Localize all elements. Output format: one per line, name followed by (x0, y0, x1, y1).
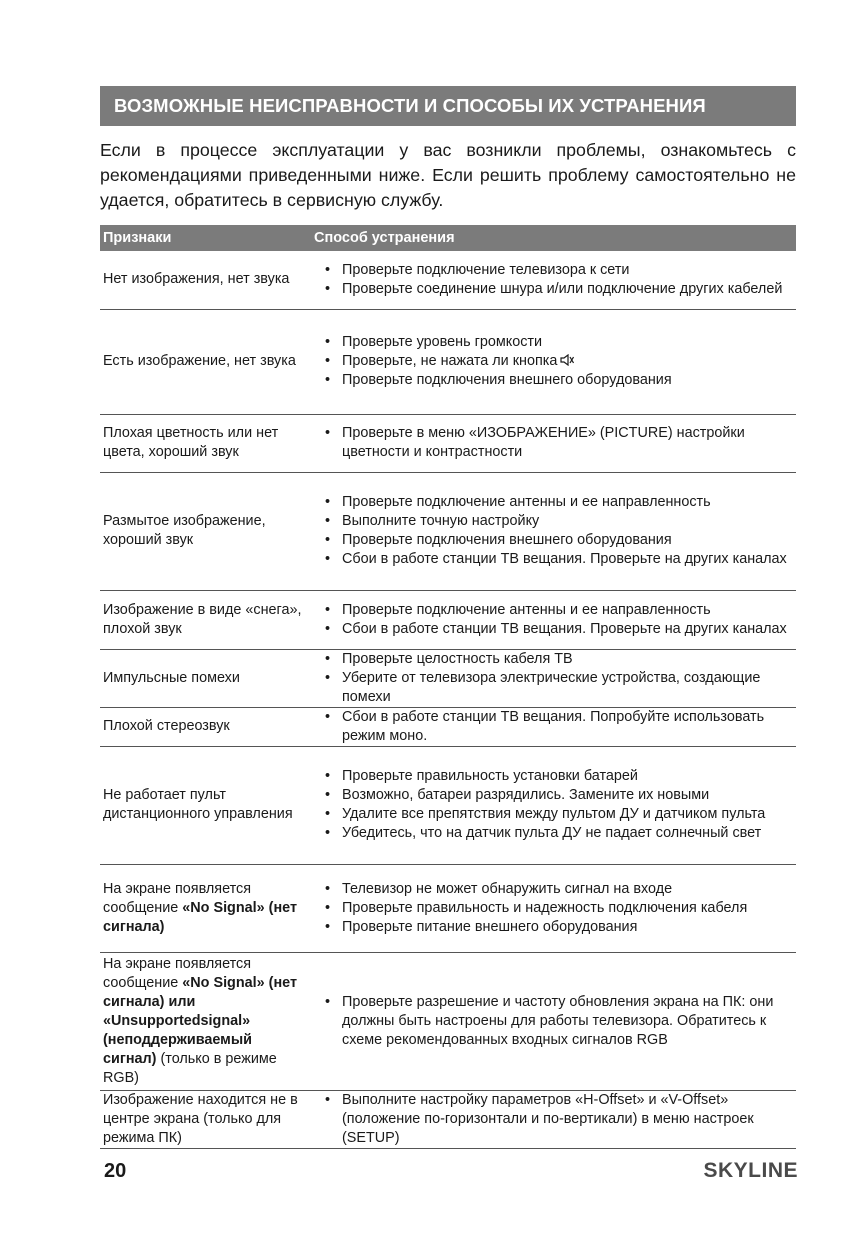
fix-item: • Проверьте в меню «ИЗОБРАЖЕНИЕ» (PICTURE) настройки цветности и контрастности (342, 424, 796, 462)
fix-item: • Проверьте правильность установки батарей (342, 767, 796, 786)
column-header-symptoms: Признаки (100, 225, 312, 251)
solution-cell (312, 707, 796, 746)
fix-item: • Проверьте уровень громкости (342, 333, 796, 352)
table-row (100, 952, 796, 1090)
fix-item-text: Проверьте, не нажата ли кнопка (342, 353, 558, 369)
fix-list (312, 1091, 796, 1148)
intro-paragraph: Если в процессе эксплуатации у вас возникли проблемы, ознакомьтесь с рекомендациями приведенными ниже. Если решить проблему самостоятельно не удается, обратитесь в сервисную службу. (100, 140, 796, 210)
fix-item: • Уберите от телевизора электрические устройства, создающие помехи (342, 669, 796, 707)
table-header-row (100, 225, 796, 251)
fix-item: • Выполните точную настройку (342, 512, 796, 531)
fix-item: • Проверьте соединение шнура и/или подключение других кабелей (342, 280, 796, 299)
symptom-cell (100, 952, 312, 1090)
column-header-solution: Способ устранения (312, 225, 796, 251)
mute-speaker-icon (560, 354, 574, 366)
solution-cell (312, 952, 796, 1090)
symptom-text-part: На экране появляется сообщение (103, 955, 252, 991)
solution-cell (312, 746, 796, 864)
fix-list (312, 708, 796, 746)
page-number: 20 (104, 1160, 127, 1182)
symptom-text (103, 956, 297, 1086)
fix-list (312, 650, 796, 707)
fix-item: • Удалите все препятствия между пультом ДУ и датчиком пульта (342, 805, 796, 824)
solution-cell (312, 309, 796, 414)
fix-list (312, 993, 796, 1050)
symptom-cell (100, 472, 312, 590)
table-row (100, 746, 796, 864)
symptom-text: Плохой стереозвук (103, 718, 230, 734)
fix-item (342, 352, 796, 371)
fix-item: • Телевизор не может обнаружить сигнал на входе (342, 880, 796, 899)
solution-cell (312, 251, 796, 309)
solution-cell (312, 414, 796, 472)
solution-cell (312, 1090, 796, 1148)
troubleshooting-table (100, 225, 796, 1149)
section-heading: ВОЗМОЖНЫЕ НЕИСПРАВНОСТИ И СПОСОБЫ ИХ УСТРАНЕНИЯ (100, 86, 796, 126)
symptom-cell (100, 309, 312, 414)
symptom-text-part: На экране появляется сообщение (103, 880, 252, 916)
table-row (100, 472, 796, 590)
symptom-text: Изображение находится не в центре экрана (только для режима ПК) (103, 1091, 298, 1146)
symptom-text-bold: «No Signal» (нет сигнала) (103, 899, 297, 935)
symptom-text: Плохая цветность или нет цвета, хороший звук (103, 425, 279, 460)
table-row (100, 590, 796, 649)
fix-list (312, 767, 796, 843)
table-row (100, 864, 796, 952)
fix-item: • Проверьте подключения внешнего оборудования (342, 371, 796, 390)
symptom-cell (100, 1090, 312, 1148)
fix-item: • Сбои в работе станции ТВ вещания. Проверьте на других каналах (342, 550, 796, 569)
brand-logo: SKYLINE (703, 1159, 798, 1182)
fix-list (312, 601, 796, 639)
symptom-text (103, 881, 297, 935)
solution-cell (312, 590, 796, 649)
symptom-text-bold: «No Signal» (нет сигнала) или «Unsupportedsignal» (неподдерживаемый сигнал) (103, 974, 297, 1067)
symptom-cell (100, 746, 312, 864)
fix-item: • Возможно, батареи разрядились. Замените их новыми (342, 786, 796, 805)
fix-item: • Убедитесь, что на датчик пульта ДУ не падает солнечный свет (342, 824, 796, 843)
symptom-cell (100, 649, 312, 707)
fix-list (312, 261, 796, 299)
symptom-cell (100, 707, 312, 746)
table-row (100, 707, 796, 746)
symptom-text: Нет изображения, нет звука (103, 271, 290, 288)
symptom-text: Есть изображение, нет звука (103, 353, 296, 369)
table-row (100, 649, 796, 707)
page-content (100, 86, 796, 213)
fix-item: • Сбои в работе станции ТВ вещания. Проверьте на других каналах (342, 620, 796, 639)
fix-item: • Проверьте подключения внешнего оборудования (342, 531, 796, 550)
solution-cell (312, 472, 796, 590)
fix-item: • Проверьте подключение антенны и ее направленность (342, 601, 796, 620)
symptom-cell (100, 864, 312, 952)
symptom-text-part: (только в режиме RGB) (103, 1050, 277, 1086)
symptom-text: Не работает пульт дистанционного управления (103, 787, 293, 822)
fix-item: • Проверьте целостность кабеля ТВ (342, 650, 796, 669)
fix-item: • Проверьте подключение антенны и ее направленность (342, 493, 796, 512)
table-row (100, 1090, 796, 1148)
table-row (100, 414, 796, 472)
table-row (100, 309, 796, 414)
symptom-text: Импульсные помехи (103, 669, 240, 686)
fix-list (312, 333, 796, 390)
fix-item: • Проверьте разрешение и частоту обновления экрана на ПК: они должны быть настроены для работы телевизора. Обратитесь к схеме рекомендованных входных сигналов RGB (342, 993, 796, 1050)
fix-list (312, 880, 796, 937)
solution-cell (312, 864, 796, 952)
fix-item: • Проверьте подключение телевизора к сети (342, 261, 796, 280)
fix-item: • Проверьте правильность и надежность подключения кабеля (342, 899, 796, 918)
symptom-text: Размытое изображение, хороший звук (103, 513, 266, 548)
fix-item: • Сбои в работе станции ТВ вещания. Попробуйте использовать режим моно. (342, 708, 796, 746)
fix-list (312, 493, 796, 569)
fix-item: • Проверьте питание внешнего оборудования (342, 918, 796, 937)
fix-item: • Выполните настройку параметров «H-Offset» и «V-Offset» (положение по-горизонтали и по-вертикали) в меню настроек (SETUP) (342, 1091, 796, 1148)
symptom-cell (100, 251, 312, 309)
table-row (100, 251, 796, 309)
solution-cell (312, 649, 796, 707)
symptom-text: Изображение в виде «снега», плохой звук (103, 601, 302, 637)
fix-list (312, 424, 796, 462)
symptom-cell (100, 414, 312, 472)
symptom-cell (100, 590, 312, 649)
